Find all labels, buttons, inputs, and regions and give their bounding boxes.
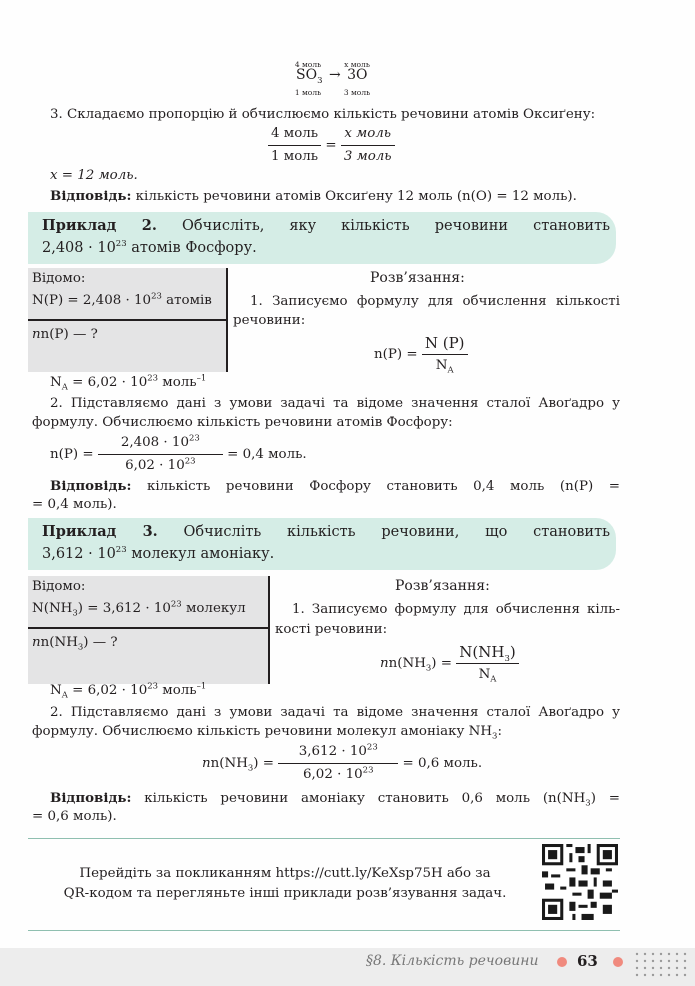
example2-answer-line1: Відповідь: кількість речовини Фосфору становить 0,4 моль (n(P) = — [50, 478, 620, 494]
link-box-line1[interactable]: Перейдіть за покликанням https://cutt.ly/KeXsp75H або за — [79, 866, 491, 881]
example2-avogadro-const: $N_A = 6,02 \cdot 10^{23}$ моль$^{-1}$ — [50, 373, 207, 393]
example3-given-title: Відомо: — [32, 579, 86, 594]
reaction-bottom-left: 1 моль — [294, 88, 322, 97]
example3-formula: $nn(NH_3)$ = $\frac{N(NH_3)}{N_A}$ — [380, 642, 519, 685]
answer-1: Відповідь: кількість речовини атомів Оксиґену 12 моль (n(O) = 12 моль). — [50, 188, 577, 204]
example3-answer-line1: Відповідь: кількість речовини амоніаку становить 0,6 моль ($n(NH_3)$ = — [50, 790, 620, 809]
example2-solution-title: Розв’язання: — [370, 270, 465, 286]
footer-section-title: §8. Кількість речовини — [366, 953, 539, 969]
link-box-bottom-rule — [28, 930, 620, 931]
example2-given-title: Відомо: — [32, 271, 86, 286]
step3-proportion: $\frac{\text{4 моль}}{\text{1 моль}}$ = $\frac{\text{x моль}}{\text{3 моль}}$ — [268, 124, 395, 167]
example3-answer-line2: = 0,6 моль). — [32, 809, 117, 824]
example3-step2-line2: формулу. Обчислюємо кількість речовини молекул амоніаку $NH_3$: — [32, 724, 502, 742]
footer-dot-pattern — [634, 950, 692, 980]
link-box-line2: QR-кодом та перегляньте інші приклади розв’язування задач. — [63, 886, 507, 901]
reaction-top-left: 4 моль — [294, 60, 322, 69]
example2-formula: n(P) = $\frac{N (P)}{N_A}$ — [374, 333, 468, 376]
reaction-bottom-right: 3 моль — [343, 88, 371, 97]
qr-code-icon[interactable] — [542, 844, 618, 920]
example3-line1: Приклад 3. Обчисліть кількість речовини, що становить — [42, 523, 611, 540]
example3-step2-line1: 2. Підставляємо дані з умови задачі та відоме значення сталої Авоґадро у — [50, 705, 620, 720]
example2-line2: $2,408 \cdot 10^{23}$ атомів Фосфору. — [42, 239, 257, 256]
example2-given-line1: $N(P) = 2,408 \cdot 10^{23}$ атомів — [32, 291, 212, 308]
footer-dot-right — [613, 957, 623, 967]
example2-answer-line2: = 0,4 моль). — [32, 497, 117, 512]
example2-step2-line2: формулу. Обчислюємо кількість речовини атомів Фосфору: — [32, 415, 453, 430]
example2-sol1-line2: речовини: — [233, 313, 306, 328]
example3-calculation: $nn(NH_3)$ = $\frac{3,612 \cdot 10^{23}}{6,02 \cdot 10^{23}}$ = 0,6 моль. — [202, 742, 483, 782]
example2-calculation: n(P) = $\frac{2,408 \cdot 10^{23}}{6,02 \cdot 10^{23}}$ = 0,4 моль. — [50, 433, 307, 473]
example3-line2: $3,612 \cdot 10^{23}$ молекул амоніаку. — [42, 545, 275, 562]
example3-given-line1: $N(NH_3) = 3,612 \cdot 10^{23}$ молекул — [32, 599, 246, 619]
step3-text: 3. Складаємо пропорцію й обчислюємо кількість речовини атомів Оксиґену: — [50, 107, 596, 122]
x-result: x = 12 моль. — [50, 168, 138, 183]
example3-solution-title: Розв’язання: — [395, 578, 490, 594]
example3-given-line2: $nn(NH_3)$ — ? — [32, 635, 118, 653]
example3-sol1-line1: 1. Записуємо формулу для обчислення кіль- — [292, 602, 620, 617]
example3-avogadro-const: $N_A = 6,02 \cdot 10^{23}$ моль$^{-1}$ — [50, 681, 207, 701]
example3-sol1-line2: кості речовини: — [275, 622, 388, 637]
example2-step2-line1: 2. Підставляємо дані з умови задачі та відоме значення сталої Авоґадро у — [50, 396, 620, 411]
example2-line1: Приклад 2. Обчисліть, яку кількість речовини становить — [42, 217, 611, 234]
footer-dot-left — [557, 957, 567, 967]
link-box-top-rule — [28, 838, 620, 839]
example2-given-line2: nn(P) — ? — [32, 327, 98, 342]
reaction-top-right: x моль — [344, 60, 370, 69]
page-number: 63 — [577, 952, 598, 970]
example2-sol1-line1: 1. Записуємо формулу для обчислення кількості — [250, 294, 620, 309]
reaction-formula: $SO_3 \to 3O$ — [296, 67, 368, 86]
